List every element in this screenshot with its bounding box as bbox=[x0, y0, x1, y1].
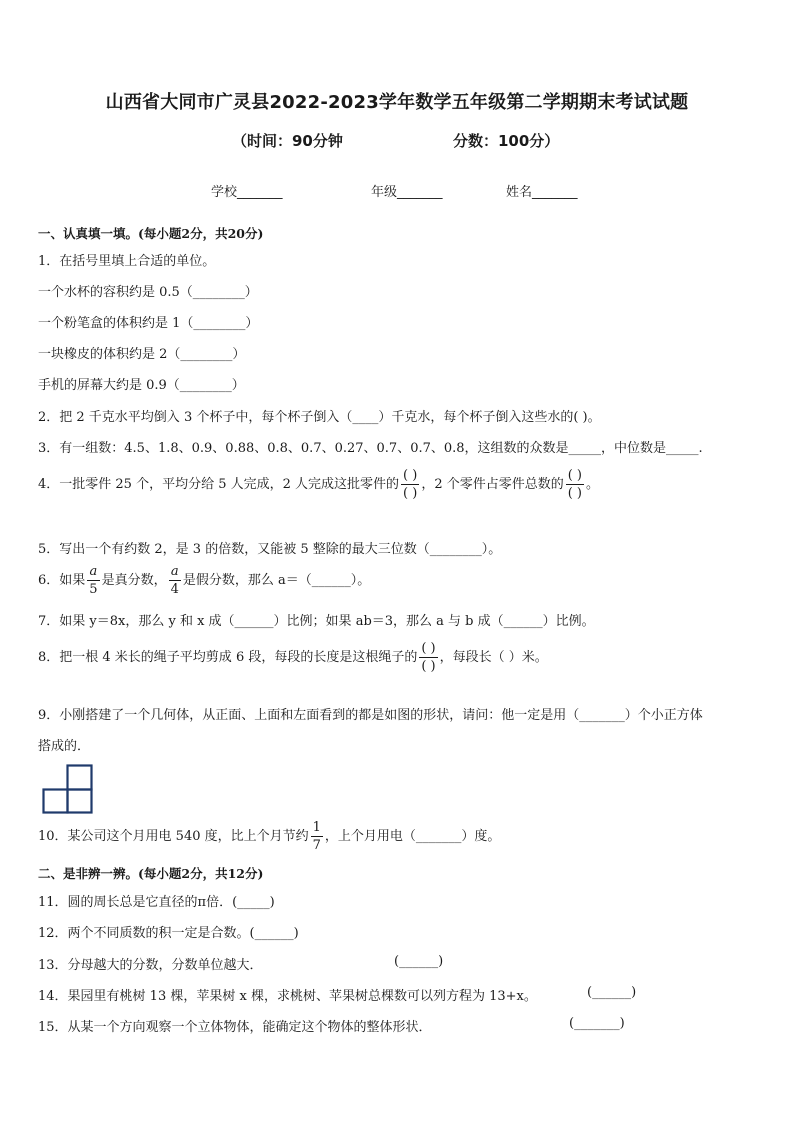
question-10 bbox=[38, 820, 500, 853]
question-10-text-end: ，上个月用电（_______）度。 bbox=[324, 829, 501, 844]
question-11: 11．圆的周长总是它直径的π倍．(_____) bbox=[38, 895, 275, 910]
question-15-blank: (_______) bbox=[569, 1016, 625, 1031]
question-6-text-end: 是假分数，那么 a＝（______）。 bbox=[182, 573, 371, 588]
fraction-denominator: ( ) bbox=[403, 486, 418, 501]
fraction-numerator: ( ) bbox=[403, 468, 418, 483]
question-13: 13．分母越大的分数，分数单位越大． bbox=[38, 958, 263, 973]
question-4-text-end: 。 bbox=[586, 477, 600, 492]
fraction-numerator: 1 bbox=[312, 820, 321, 835]
question-7: 7．如果 y＝8x，那么 y 和 x 成（______）比例；如果 ab＝3，那么 a 与 b 成（______）比例。 bbox=[38, 614, 595, 629]
fraction-numerator: a bbox=[170, 564, 179, 579]
question-1b: 一个粉笔盒的体积约是 1（________） bbox=[38, 316, 259, 331]
fraction-numerator: a bbox=[89, 564, 98, 579]
question-8-text-start: 8．把一根 4 米长的绳子平均剪成 6 段，每段的长度是这根绳子的 bbox=[38, 650, 418, 665]
question-6-fraction-a5 bbox=[87, 564, 99, 597]
fraction-denominator: 4 bbox=[170, 582, 179, 597]
question-1: 1．在括号里填上合适的单位。 bbox=[38, 254, 216, 269]
question-8 bbox=[38, 641, 548, 674]
fraction-numerator: ( ) bbox=[567, 468, 582, 483]
question-9: 9．小刚搭建了一个几何体，从正面、上面和左面看到的都是如图的形状，请问：他一定是用（_______）个小正方体 bbox=[38, 708, 703, 723]
question-4-text-start: 4．一批零件 25 个，平均分给 5 人完成，2 人完成这批零件的 bbox=[38, 477, 400, 492]
bottom-left-square bbox=[44, 790, 68, 813]
school-field: 学校_______ bbox=[211, 185, 283, 200]
question-13-blank: (______) bbox=[394, 954, 444, 969]
question-6 bbox=[38, 564, 370, 597]
fraction-denominator: ( ) bbox=[567, 486, 582, 501]
question-3: 3．有一组数：4.5、1.8、0.9、0.88、0.8、0.7、0.27、0.7、0.7、0.8，这组数的众数是_____，中位数是_____. bbox=[38, 441, 703, 456]
question-2: 2．把 2 千克水平均倒入 3 个杯子中，每个杯子倒入（____）千克水，每个杯子倒入这些水的( )。 bbox=[38, 410, 601, 425]
section-1-heading: 一、认真填一填。(每小题2分，共20分) bbox=[38, 226, 264, 241]
question-6-text-start: 6．如果 bbox=[38, 573, 86, 588]
question-14-blank: (______) bbox=[587, 985, 637, 1000]
question-4-fraction-2 bbox=[566, 468, 584, 501]
name-field: 姓名_______ bbox=[506, 185, 578, 200]
question-4-text-mid: ，2 个零件占零件总数的 bbox=[421, 477, 564, 492]
fraction-numerator: ( ) bbox=[421, 641, 436, 656]
fraction-denominator: ( ) bbox=[421, 659, 436, 674]
question-4-fraction-1 bbox=[401, 468, 419, 501]
fraction-denominator: 7 bbox=[312, 838, 321, 853]
question-12: 12．两个不同质数的积一定是合数。(______) bbox=[38, 926, 299, 941]
exam-time: （时间：90分钟 bbox=[232, 132, 343, 150]
question-1c: 一块橡皮的体积约是 2（________） bbox=[38, 347, 246, 362]
top-square bbox=[68, 766, 92, 790]
question-14: 14．果园里有桃树 13 棵，苹果树 x 棵，求桃树、苹果树总棵数可以列方程为 13+x。 bbox=[38, 989, 537, 1004]
question-10-text-start: 10．某公司这个月用电 540 度，比上个月节约 bbox=[38, 829, 309, 844]
question-5: 5．写出一个有约数 2，是 3 的倍数，又能被 5 整除的最大三位数（________）。 bbox=[38, 542, 502, 557]
question-8-fraction bbox=[419, 641, 437, 674]
section-2-heading: 二、是非辨一辨。(每小题2分，共12分) bbox=[38, 866, 264, 881]
question-9-continued: 搭成的． bbox=[38, 739, 91, 754]
question-10-fraction bbox=[311, 820, 323, 853]
question-15: 15．从某一个方向观察一个立体物体，能确定这个物体的整体形状． bbox=[38, 1020, 432, 1035]
fraction-denominator: 5 bbox=[89, 582, 98, 597]
question-6-fraction-a4 bbox=[169, 564, 181, 597]
question-1d: 手机的屏幕大约是 0.9（________） bbox=[38, 378, 245, 393]
page-title: 山西省大同市广灵县2022-2023学年数学五年级第二学期期末考试试题 bbox=[105, 92, 689, 113]
question-4 bbox=[38, 468, 599, 501]
bottom-right-square bbox=[68, 790, 92, 813]
exam-score: 分数：100分） bbox=[453, 132, 560, 150]
question-1a: 一个水杯的容积约是 0.5（________） bbox=[38, 285, 258, 300]
question-8-text-end: ，每段长（ ）米。 bbox=[439, 650, 548, 665]
question-6-text-mid: 是真分数， bbox=[101, 573, 167, 588]
grade-field: 年级_______ bbox=[371, 185, 443, 200]
cube-view-figure bbox=[42, 764, 96, 814]
